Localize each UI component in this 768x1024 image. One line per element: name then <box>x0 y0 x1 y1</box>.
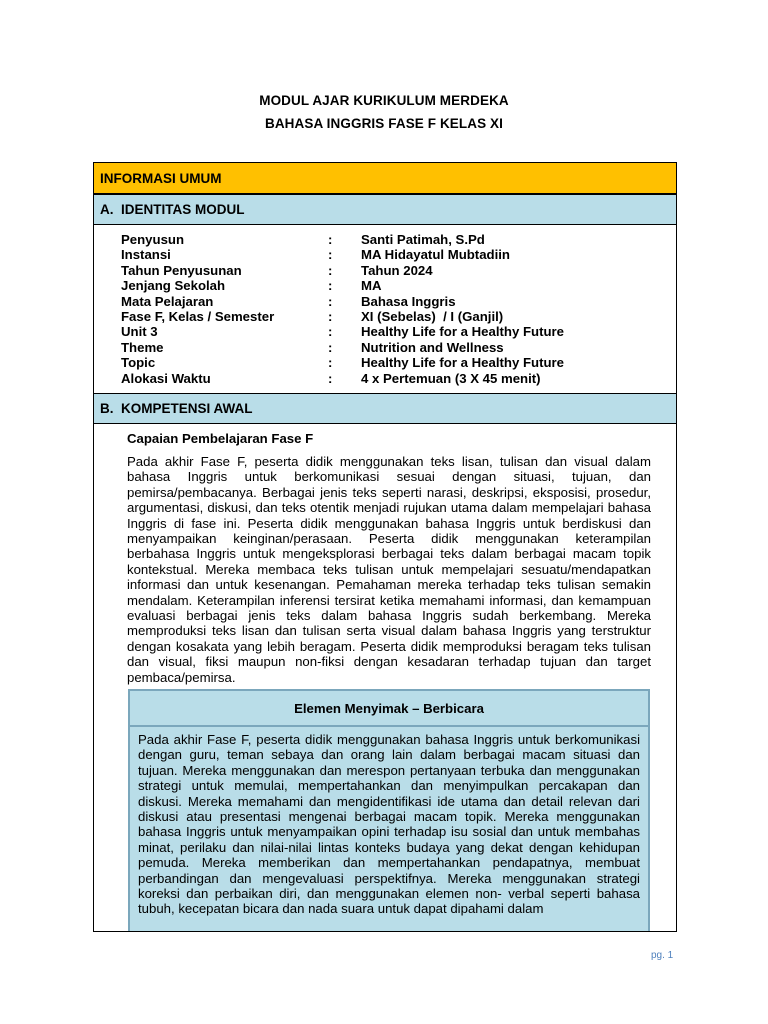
identitas-label: Tahun Penyusunan <box>121 262 242 278</box>
capaian-heading: Capaian Pembelajaran Fase F <box>127 431 314 446</box>
identitas-list <box>121 232 661 386</box>
elemen-heading: Elemen Menyimak – Berbicara <box>130 691 648 727</box>
section-a-label: IDENTITAS MODUL <box>121 202 245 217</box>
identitas-row <box>121 355 661 370</box>
identitas-label: Instansi <box>121 247 171 263</box>
identitas-colon: : <box>328 324 333 340</box>
identitas-colon: : <box>328 293 333 309</box>
section-b-label: KOMPETENSI AWAL <box>121 401 253 416</box>
identitas-value: Bahasa Inggris <box>361 293 456 309</box>
identitas-row <box>121 232 661 247</box>
section-b-number: B. <box>100 401 114 416</box>
document-subtitle: BAHASA INGGRIS FASE F KELAS XI <box>264 116 504 131</box>
identitas-label: Mata Pelajaran <box>121 293 214 309</box>
identitas-row <box>121 247 661 262</box>
identitas-value: MA <box>361 278 382 294</box>
identitas-label: Topic <box>121 355 156 371</box>
elemen-box <box>128 689 650 932</box>
identitas-value: Healthy Life for a Healthy Future <box>361 324 564 340</box>
identitas-colon: : <box>328 339 333 355</box>
identitas-row <box>121 340 661 355</box>
identitas-value: Nutrition and Wellness <box>361 339 504 355</box>
identitas-row <box>121 324 661 339</box>
identitas-value: Tahun 2024 <box>361 262 433 278</box>
identitas-colon: : <box>328 232 333 247</box>
identitas-label: Jenjang Sekolah <box>121 278 226 294</box>
identitas-value: Healthy Life for a Healthy Future <box>361 355 564 371</box>
identitas-value: 4 x Pertemuan (3 X 45 menit) <box>361 370 541 386</box>
identitas-row <box>121 278 661 293</box>
identitas-label: Penyusun <box>121 232 185 247</box>
identitas-value: XI (Sebelas) / I (Ganjil) <box>361 308 504 324</box>
identitas-value: MA Hidayatul Mubtadiin <box>361 247 510 263</box>
section-b-header <box>94 393 676 424</box>
identitas-label: Fase F, Kelas / Semester <box>121 308 275 324</box>
identitas-colon: : <box>328 370 333 386</box>
elemen-paragraph: Pada akhir Fase F, peserta didik menggunakan bahasa Inggris untuk berkomunikasi dengan guru, teman sebaya dan orang lain dalam berbagai macam situasi dan tujuan. Mereka menggunakan dan merespon pertanyaan terbuka dan menggunakan strategi untuk memulai, mempertahankan dan menyimpulkan percakapan dan diskusi. Mereka memahami dan mengidentifikasi ide utama dan detail relevan dari diskusi atau presentasi mengenai berbagai macam topik. Mereka menggunakan bahasa Inggris untuk menyampaikan opini terhadap isu sosial dan untuk membahas minat, perilaku dan nilai-nilai lintas konteks budaya yang dekat dengan kehidupan pemuda. Mereka memberikan dan mempertahankan pendapatnya, membuat perbandingan dan mengevaluasi perspektifnya. Mereka menggunakan strategi koreksi dan perbaikan diri, dan menggunakan elemen non- verbal seperti bahasa tubuh, kecepatan bicara dan nada suara untuk dapat dipahami dalam <box>130 727 648 932</box>
document-title: MODUL AJAR KURIKULUM MERDEKA <box>259 93 509 108</box>
identitas-label: Theme <box>121 339 164 355</box>
identitas-label: Alokasi Waktu <box>121 370 211 386</box>
identitas-colon: : <box>328 308 333 324</box>
module-info-table <box>93 162 677 932</box>
capaian-paragraph: Pada akhir Fase F, peserta didik menggunakan teks lisan, tulisan dan visual dalam bahasa Inggris untuk berkomunikasi sesuai dengan situasi, tujuan, dan pemirsa/pembacanya. Berbagai jenis teks seperti narasi, deskripsi, eksposisi, prosedur, argumentasi, diskusi, dan teks otentik menjadi rujukan utama dalam mempelajari bahasa Inggris di fase ini. Peserta didik menggunakan bahasa Inggris untuk berdiskusi dan menyampaikan keinginan/perasaan. Peserta didik menggunakan keterampilan berbahasa Inggris untuk mengeksplorasi berbagai teks dalam berbagai macam topik kontekstual. Mereka membaca teks tulisan untuk mempelajari sesuatu/mendapatkan informasi dan untuk kesenangan. Pemahaman mereka terhadap teks tulisan semakin mendalam. Keterampilan inferensi tersirat ketika memahami informasi, dan kemampuan evaluasi berbagai jenis teks dalam bahasa Inggris sudah berkembang. Mereka memproduksi teks lisan dan tulisan serta visual dalam bahasa Inggris yang terstruktur dengan kosakata yang lebih beragam. Peserta didik memproduksi beragam teks tulisan dan visual, fiksi maupun non-fiksi dengan kesadaran terhadap tujuan dan target pembaca/pemirsa. <box>127 454 651 685</box>
identitas-label: Unit 3 <box>121 324 158 340</box>
informasi-umum-label: INFORMASI UMUM <box>100 170 222 186</box>
identitas-row <box>121 263 661 278</box>
identitas-row <box>121 294 661 309</box>
section-a-number: A. <box>100 202 114 217</box>
informasi-umum-header <box>94 163 676 194</box>
identitas-row <box>121 309 661 324</box>
identitas-value: Santi Patimah, S.Pd <box>361 232 485 247</box>
identitas-colon: : <box>328 247 333 263</box>
section-a-header <box>94 194 676 225</box>
identitas-colon: : <box>328 355 333 371</box>
page-number: pg. 1 <box>651 950 674 961</box>
identitas-row <box>121 371 661 386</box>
identitas-colon: : <box>328 262 333 278</box>
identitas-colon: : <box>328 278 333 294</box>
